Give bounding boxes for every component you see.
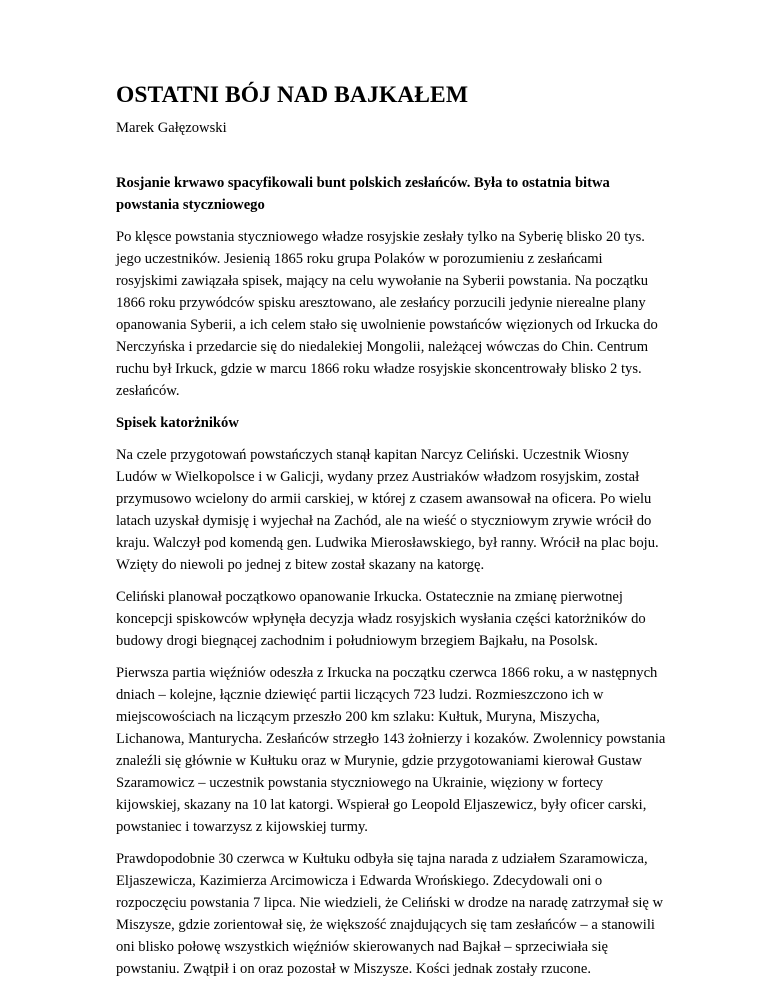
text-line: znaleźli się głównie w Kułtuku oraz w Murynie, gdzie przygotowaniami kierował Gustaw bbox=[116, 753, 643, 769]
text-line: przymusowo wcielony do armii carskiej, w której z czasem awansował na oficera. Po wielu bbox=[116, 491, 652, 507]
body-paragraph-3 bbox=[116, 662, 666, 838]
text-line: Na czele przygotowań powstańczych stanął kapitan Narcyz Celiński. Uczestnik Wiosny bbox=[116, 447, 629, 463]
text-line: latach uzyskał dymisję i wyjechał na Zachód, ale na wieść o styczniowym zrywie wrócił do bbox=[116, 513, 652, 529]
intro-paragraph bbox=[116, 226, 658, 402]
text-line: koncepcji spiskowców wpłynęła decyzja władz rosyjskich wysłania części katorżników do bbox=[116, 611, 646, 627]
article-title: OSTATNI BÓJ NAD BAJKAŁEM bbox=[116, 82, 469, 108]
text-line: Po klęsce powstania styczniowego władze rosyjskie zesłały tylko na Syberię blisko 20 tys. bbox=[116, 229, 645, 245]
section-heading: Spisek katorżników bbox=[116, 415, 239, 431]
text-line: Miszysze, gdzie zorientował się, że większość znajdujących się tam zesłańców – a stanowili bbox=[116, 917, 655, 933]
body-paragraph-4 bbox=[116, 848, 664, 980]
article-author: Marek Gałęzowski bbox=[116, 120, 227, 136]
body-paragraph-1 bbox=[116, 444, 658, 576]
text-line: oni blisko połowę wszystkich więźniów skierowanych nad Bajkał – sprzeciwiała się bbox=[116, 939, 609, 955]
text-line: zesłańców. bbox=[116, 383, 180, 399]
text-line: budowy drogi biegnącej zachodnim i południowym brzegiem Bajkału, na Posolsk. bbox=[116, 633, 598, 649]
text-line: Wzięty do niewoli po jednej z bitew został skazany na katorgę. bbox=[116, 557, 485, 573]
text-line: Lichanowa, Manturycha. Zesłańców strzegło 143 żołnierzy i kozaków. Zwolennicy powstania bbox=[116, 731, 666, 747]
text-line: ruchu był Irkuck, gdzie w marcu 1866 roku władze rosyjskie skoncentrowały blisko 2 tys. bbox=[116, 361, 642, 377]
text-line: Celiński planował początkowo opanowanie Irkucka. Ostatecznie na zmianę pierwotnej bbox=[116, 589, 623, 605]
text-line: Nerczyńska i przedarcie się do niedalekiej Mongolii, należącej wówczas do Chin. Centrum bbox=[116, 339, 649, 355]
text-line: 1866 roku przywódców spisku aresztowano, ale zesłańcy porzucili jedynie nierealne plany bbox=[116, 295, 646, 311]
lead-line: Rosjanie krwawo spacyfikowali bunt polskich zesłańców. Była to ostatnia bitwa bbox=[116, 175, 610, 191]
body-paragraph-2 bbox=[116, 586, 658, 652]
text-line: kijowskiej, skazany na 10 lat katorgi. Wspierał go Leopold Eljaszewicz, były oficer carski, bbox=[116, 797, 647, 813]
text-line: Pierwsza partia więźniów odeszła z Irkucka na początku czerwca 1866 roku, a w następnych bbox=[116, 665, 658, 681]
text-line: opanowania Syberii, a ich celem stało się uwolnienie powstańców więzionych od Irkucka do bbox=[116, 317, 658, 333]
text-line: dniach – kolejne, łącznie dziewięć partii liczących 723 ludzi. Rozmieszczono ich w bbox=[116, 687, 604, 703]
text-line: kraju. Walczył pod komendą gen. Ludwika Mierosławskiego, był ranny. Wrócił na plac boju. bbox=[116, 535, 659, 551]
text-line: jego uczestników. Jesienią 1865 roku grupa Polaków w porozumieniu z zesłańcami bbox=[116, 251, 603, 267]
text-line: powstaniu. Zwątpił i on oraz pozostał w Miszysze. Kości jednak zostały rzucone. bbox=[116, 961, 591, 977]
text-line: Prawdopodobnie 30 czerwca w Kułtuku odbyła się tajna narada z udziałem Szaramowicza, bbox=[116, 851, 648, 867]
text-line: Ludów w Wielkopolsce i w Galicji, wydany przez Austriaków władzom rosyjskim, został bbox=[116, 469, 640, 485]
text-line: powstaniec i towarzysz z kijowskiej turmy. bbox=[116, 819, 368, 835]
article-lead bbox=[116, 172, 658, 216]
text-line: miejscowościach na liczącym przeszło 200 km szlaku: Kułtuk, Muryna, Miszycha, bbox=[116, 709, 600, 725]
text-line: Eljaszewicza, Kazimierza Arcimowicza i Edwarda Wrońskiego. Zdecydowali oni o bbox=[116, 873, 603, 889]
text-line: Szaramowicz – uczestnik powstania styczniowego na Ukrainie, więziony w fortecy bbox=[116, 775, 604, 791]
text-line: rosyjskimi zawiązała spisek, mający na celu wywołanie na Syberii powstania. Na początku bbox=[116, 273, 649, 289]
text-line: rozpoczęciu powstania 7 lipca. Nie wiedzieli, że Celiński w drodze na naradę zatrzymał się w bbox=[116, 895, 664, 911]
lead-line: powstania styczniowego bbox=[116, 197, 265, 213]
